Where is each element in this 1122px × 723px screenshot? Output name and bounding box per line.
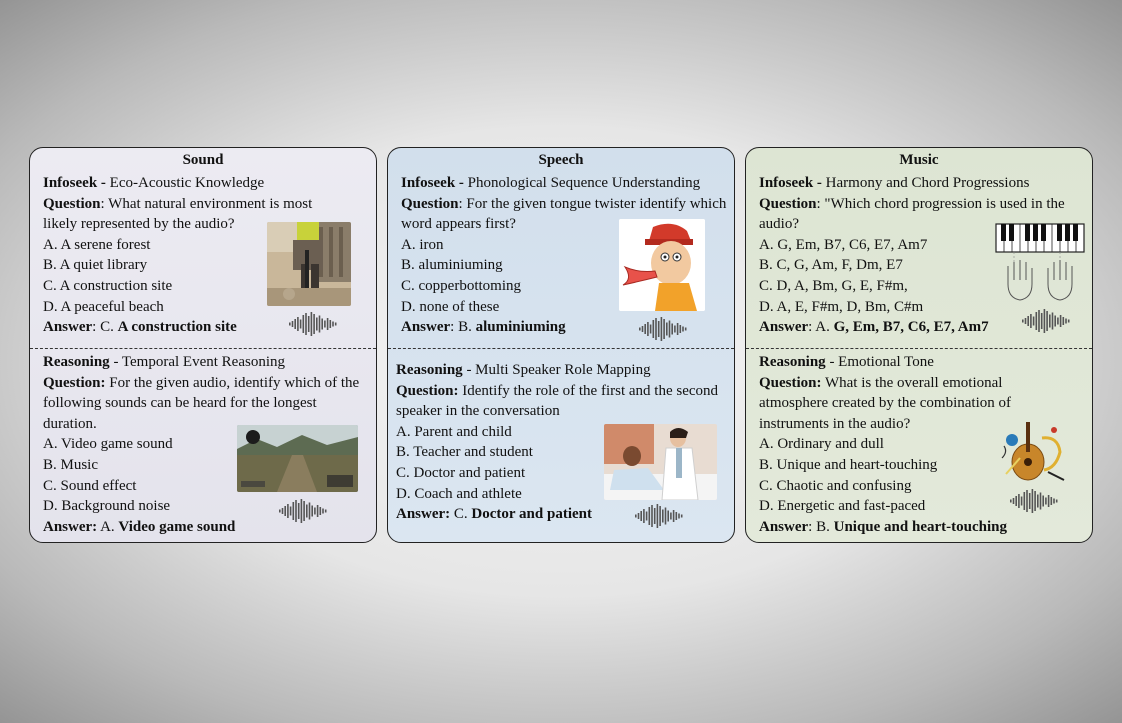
section-divider: [746, 348, 1092, 349]
answer-label: Answer: [401, 319, 451, 336]
doctor-patient-image: [604, 424, 717, 500]
answer-prefix: C.: [450, 506, 472, 523]
answer-prefix: : B.: [450, 319, 476, 336]
option-a: A. iron: [401, 236, 444, 253]
category-label: Infoseek -: [43, 175, 106, 191]
option-a: A. A serene forest: [43, 236, 151, 253]
category-label: Infoseek -: [759, 175, 822, 191]
option-d: D. Coach and athlete: [396, 485, 522, 502]
answer-prefix: A.: [97, 518, 119, 535]
answer-label: Answer: [759, 518, 809, 535]
construction-worker-image: [267, 222, 351, 306]
audio-waveform-icon: [287, 311, 339, 337]
option-c: C. copperbottoming: [401, 277, 521, 294]
option-c: C. A construction site: [43, 277, 173, 294]
option-b: B. A quiet library: [43, 257, 148, 274]
question-text: What is the overall emotional atmosphere created by the combination of instruments in the audio?: [759, 374, 1011, 432]
answer-label: Answer: [759, 319, 809, 336]
option-b: B. aluminiuming: [401, 257, 503, 274]
tongue-twister-cartoon-image: [619, 219, 705, 311]
category-subtitle: - Multi Speaker Role Mapping: [462, 362, 651, 378]
option-b: B. Teacher and student: [396, 444, 533, 461]
question-text: : For the given tongue twister identify which word appears first?: [401, 195, 727, 233]
category-subtitle: - Temporal Event Reasoning: [109, 354, 285, 370]
category-subtitle: Eco-Acoustic Knowledge: [105, 175, 265, 191]
category-label: Reasoning: [396, 362, 463, 378]
panel-title: Speech: [538, 152, 584, 168]
category-label: Reasoning: [759, 354, 826, 370]
video-game-screenshot-image: [237, 425, 358, 492]
audio-waveform-icon: [1020, 308, 1072, 334]
option-c: C. D, A, Bm, G, E, F#m,: [759, 277, 908, 294]
answer-prefix: : B.: [808, 518, 834, 535]
option-c: C. Doctor and patient: [396, 464, 526, 481]
question-label: Question:: [759, 374, 822, 391]
category-subtitle: Phonological Sequence Understanding: [463, 175, 701, 191]
answer-label: Answer:: [43, 518, 98, 535]
speech-panel: [387, 147, 735, 543]
option-a: A. Parent and child: [396, 423, 512, 440]
answer-value: A construction site: [117, 319, 237, 336]
option-d: D. Energetic and fast-paced: [759, 498, 926, 515]
question-text: : "Which chord progression is used in the audio?: [759, 195, 1065, 233]
audio-waveform-icon: [637, 316, 689, 342]
option-d: D. none of these: [401, 298, 500, 315]
section-divider: [30, 348, 376, 349]
category-label: Reasoning: [43, 354, 110, 370]
category-subtitle: - Emotional Tone: [825, 354, 934, 370]
question-label: Question:: [43, 374, 106, 391]
audio-waveform-icon: [277, 498, 329, 524]
option-d: D. Background noise: [43, 498, 171, 515]
option-a: A. G, Em, B7, C6, E7, Am7: [759, 236, 928, 253]
option-d: D. A, E, F#m, D, Bm, C#m: [759, 298, 924, 315]
answer-prefix: : A.: [808, 319, 834, 336]
piano-hands-image: [994, 222, 1086, 306]
section-divider: [388, 348, 734, 349]
question-text: For the given audio, identify which of the following sounds can be heard for the longest duration.: [43, 374, 360, 432]
question-label: Question: [43, 195, 101, 212]
option-b: B. Music: [43, 456, 99, 473]
category-label: Infoseek -: [401, 175, 464, 191]
question-text: : What natural environment is most likely represented by the audio?: [43, 195, 313, 233]
sound-panel: [29, 147, 377, 543]
category-subtitle: Harmony and Chord Progressions: [821, 175, 1030, 191]
answer-value: Unique and heart-touching: [833, 518, 1007, 535]
answer-value: aluminiuming: [475, 319, 566, 336]
panel-title: Sound: [182, 152, 224, 168]
answer-prefix: : C.: [92, 319, 118, 336]
option-a: A. Video game sound: [43, 436, 173, 453]
answer-value: Doctor and patient: [471, 506, 592, 523]
answer-label: Answer: [43, 319, 93, 336]
answer-value: Video game sound: [118, 518, 236, 535]
option-b: B. C, G, Am, F, Dm, E7: [759, 257, 903, 274]
answer-value: G, Em, B7, C6, E7, Am7: [833, 319, 989, 336]
music-panel: [745, 147, 1093, 543]
audio-waveform-icon: [1008, 488, 1060, 514]
option-c: C. Chaotic and confusing: [759, 477, 912, 494]
question-text: Identify the role of the first and the second speaker in the conversation: [396, 382, 719, 420]
musical-instruments-image: [998, 418, 1068, 486]
answer-label: Answer:: [396, 506, 451, 523]
question-label: Question:: [396, 382, 459, 399]
question-label: Question: [401, 195, 459, 212]
option-b: B. Unique and heart-touching: [759, 456, 938, 473]
question-label: Question: [759, 195, 817, 212]
audio-waveform-icon: [633, 503, 685, 529]
option-a: A. Ordinary and dull: [759, 436, 884, 453]
option-d: D. A peaceful beach: [43, 298, 164, 315]
option-c: C. Sound effect: [43, 477, 137, 494]
panel-title: Music: [899, 152, 939, 168]
